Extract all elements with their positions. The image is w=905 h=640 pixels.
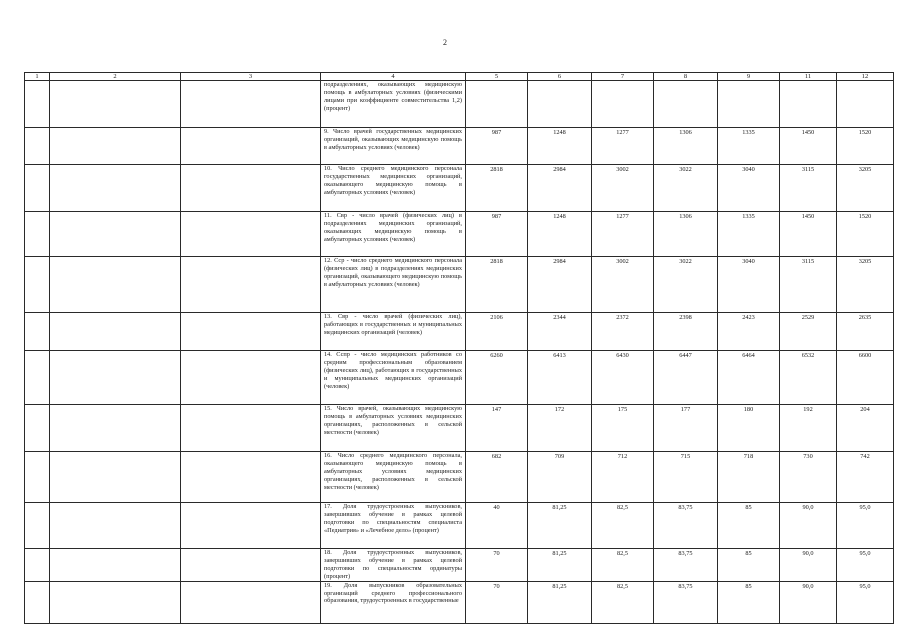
value-cell: 3040 bbox=[718, 257, 780, 313]
value-cell: 3002 bbox=[592, 257, 654, 313]
table-row bbox=[25, 81, 894, 128]
value-cell: 718 bbox=[718, 452, 780, 503]
empty-cell bbox=[25, 81, 50, 128]
empty-cell bbox=[25, 452, 50, 503]
empty-cell bbox=[25, 212, 50, 257]
indicator-cell: 14. Сспр - число медицинских работников со средним профессиональным образованием (физических лиц), работающих в государственных и муниципальных медицинских организаций (человек) bbox=[321, 351, 466, 405]
empty-cell bbox=[25, 405, 50, 452]
empty-cell bbox=[50, 212, 181, 257]
value-cell: 6260 bbox=[466, 351, 528, 405]
value-cell: 175 bbox=[592, 405, 654, 452]
value-cell: 1450 bbox=[780, 128, 837, 165]
value-cell: 180 bbox=[718, 405, 780, 452]
empty-cell bbox=[50, 81, 181, 128]
indicator-cell: 12. Сср - число среднего медицинского персонала (физических лиц) в подразделениях медицинских организаций, оказывающего медицинскую помощь в амбулаторных условиях (человек) bbox=[321, 257, 466, 313]
empty-cell bbox=[25, 313, 50, 351]
value-cell: 3205 bbox=[837, 257, 894, 313]
value-cell: 90,0 bbox=[780, 581, 837, 623]
col-header: 4 bbox=[321, 73, 466, 81]
value-cell: 1335 bbox=[718, 212, 780, 257]
empty-cell bbox=[50, 165, 181, 212]
value-cell: 6413 bbox=[528, 351, 592, 405]
indicator-cell: 18. Доля трудоустроенных выпускников, завершивших обучение в рамках целевой подготовки по специальностям ординатуры (процент) bbox=[321, 549, 466, 582]
table-row bbox=[25, 257, 894, 313]
value-cell: 2984 bbox=[528, 257, 592, 313]
empty-cell bbox=[50, 452, 181, 503]
value-cell: 82,5 bbox=[592, 549, 654, 582]
value-cell: 987 bbox=[466, 212, 528, 257]
table-row bbox=[25, 452, 894, 503]
empty-cell bbox=[181, 212, 321, 257]
value-cell: 6447 bbox=[654, 351, 718, 405]
empty-cell bbox=[50, 313, 181, 351]
empty-cell bbox=[181, 581, 321, 623]
indicators-table bbox=[24, 72, 894, 624]
value-cell: 85 bbox=[718, 503, 780, 549]
value-cell: 3022 bbox=[654, 165, 718, 212]
value-cell: 2984 bbox=[528, 165, 592, 212]
value-cell: 2423 bbox=[718, 313, 780, 351]
empty-cell bbox=[181, 503, 321, 549]
empty-cell bbox=[25, 128, 50, 165]
value-cell: 70 bbox=[466, 549, 528, 582]
value-cell: 712 bbox=[592, 452, 654, 503]
col-header: 5 bbox=[466, 73, 528, 81]
col-header: 6 bbox=[528, 73, 592, 81]
value-cell: 1520 bbox=[837, 212, 894, 257]
value-cell: 85 bbox=[718, 549, 780, 582]
indicator-cell: 10. Число среднего медицинского персонала государственных медицинских организаций, оказывающего медицинскую помощь в амбулаторных условиях (человек) bbox=[321, 165, 466, 212]
indicator-cell: подразделениях, оказывающих медицинскую помощь в амбулаторных условиях (физическими лицами при коэффициенте совместительства 1,2) (процент) bbox=[321, 81, 466, 128]
value-cell: 1248 bbox=[528, 212, 592, 257]
col-header: 7 bbox=[592, 73, 654, 81]
value-cell: 1277 bbox=[592, 212, 654, 257]
value-cell bbox=[837, 81, 894, 128]
empty-cell bbox=[25, 549, 50, 582]
empty-cell bbox=[181, 405, 321, 452]
table-row bbox=[25, 405, 894, 452]
col-header: 3 bbox=[181, 73, 321, 81]
empty-cell bbox=[25, 503, 50, 549]
value-cell: 3115 bbox=[780, 257, 837, 313]
value-cell bbox=[780, 81, 837, 128]
empty-cell bbox=[25, 581, 50, 623]
page-number: 2 bbox=[443, 38, 447, 47]
empty-cell bbox=[181, 128, 321, 165]
empty-cell bbox=[50, 351, 181, 405]
value-cell bbox=[654, 81, 718, 128]
col-header: 1 bbox=[25, 73, 50, 81]
value-cell: 172 bbox=[528, 405, 592, 452]
value-cell: 3205 bbox=[837, 165, 894, 212]
value-cell bbox=[466, 81, 528, 128]
value-cell bbox=[592, 81, 654, 128]
value-cell: 730 bbox=[780, 452, 837, 503]
value-cell: 715 bbox=[654, 452, 718, 503]
empty-cell bbox=[181, 549, 321, 582]
value-cell bbox=[718, 81, 780, 128]
col-header: 2 bbox=[50, 73, 181, 81]
empty-cell bbox=[50, 581, 181, 623]
empty-cell bbox=[25, 351, 50, 405]
empty-cell bbox=[181, 81, 321, 128]
value-cell: 95,0 bbox=[837, 549, 894, 582]
empty-cell bbox=[181, 313, 321, 351]
value-cell: 81,25 bbox=[528, 581, 592, 623]
empty-cell bbox=[181, 351, 321, 405]
value-cell: 1450 bbox=[780, 212, 837, 257]
empty-cell bbox=[50, 549, 181, 582]
value-cell: 2529 bbox=[780, 313, 837, 351]
empty-cell bbox=[50, 405, 181, 452]
value-cell: 90,0 bbox=[780, 503, 837, 549]
value-cell: 2372 bbox=[592, 313, 654, 351]
value-cell: 177 bbox=[654, 405, 718, 452]
value-cell: 90,0 bbox=[780, 549, 837, 582]
value-cell: 204 bbox=[837, 405, 894, 452]
col-header: 8 bbox=[654, 73, 718, 81]
value-cell: 1520 bbox=[837, 128, 894, 165]
value-cell: 709 bbox=[528, 452, 592, 503]
value-cell: 81,25 bbox=[528, 549, 592, 582]
value-cell: 1306 bbox=[654, 212, 718, 257]
value-cell: 85 bbox=[718, 581, 780, 623]
value-cell: 83,75 bbox=[654, 549, 718, 582]
table-row bbox=[25, 165, 894, 212]
empty-cell bbox=[25, 165, 50, 212]
col-header: 11 bbox=[780, 73, 837, 81]
empty-cell bbox=[25, 257, 50, 313]
col-header: 12 bbox=[837, 73, 894, 81]
table-row bbox=[25, 212, 894, 257]
value-cell: 95,0 bbox=[837, 581, 894, 623]
value-cell: 1277 bbox=[592, 128, 654, 165]
value-cell: 682 bbox=[466, 452, 528, 503]
empty-cell bbox=[181, 165, 321, 212]
value-cell: 2344 bbox=[528, 313, 592, 351]
indicator-cell: 15. Число врачей, оказывающих медицинскую помощь в амбулаторных условиях медицинских организациях, расположенных в сельской местности (человек) bbox=[321, 405, 466, 452]
indicator-cell: 9. Число врачей государственных медицинских организаций, оказывающих медицинскую помощь в амбулаторных условиях (человек) bbox=[321, 128, 466, 165]
value-cell: 987 bbox=[466, 128, 528, 165]
value-cell: 2398 bbox=[654, 313, 718, 351]
value-cell: 1306 bbox=[654, 128, 718, 165]
value-cell: 2106 bbox=[466, 313, 528, 351]
empty-cell bbox=[50, 128, 181, 165]
value-cell: 6430 bbox=[592, 351, 654, 405]
value-cell: 1248 bbox=[528, 128, 592, 165]
table-row bbox=[25, 549, 894, 582]
value-cell bbox=[528, 81, 592, 128]
table-row bbox=[25, 581, 894, 623]
empty-cell bbox=[181, 257, 321, 313]
value-cell: 3022 bbox=[654, 257, 718, 313]
col-header: 9 bbox=[718, 73, 780, 81]
empty-cell bbox=[50, 503, 181, 549]
indicator-cell: 11. Свр - число врачей (физических лиц) в подразделениях медицинских организаций, оказывающих медицинскую помощь в амбулаторных условиях (человек) bbox=[321, 212, 466, 257]
table-row bbox=[25, 503, 894, 549]
empty-cell bbox=[50, 257, 181, 313]
indicator-cell: 19. Доля выпускников образовательных организаций среднего профессионального образования, трудоустроенных в государственные bbox=[321, 581, 466, 623]
value-cell: 2635 bbox=[837, 313, 894, 351]
value-cell: 192 bbox=[780, 405, 837, 452]
header-row bbox=[25, 73, 894, 81]
value-cell: 147 bbox=[466, 405, 528, 452]
table-row bbox=[25, 313, 894, 351]
value-cell: 6464 bbox=[718, 351, 780, 405]
value-cell: 82,5 bbox=[592, 581, 654, 623]
indicator-cell: 17. Доля трудоустроенных выпускников, завершивших обучение в рамках целевой подготовки по специальностям специалиста «Педиатрия» и «Лечебное дело» (процент) bbox=[321, 503, 466, 549]
value-cell: 82,5 bbox=[592, 503, 654, 549]
value-cell: 83,75 bbox=[654, 581, 718, 623]
value-cell: 81,25 bbox=[528, 503, 592, 549]
value-cell: 3002 bbox=[592, 165, 654, 212]
value-cell: 40 bbox=[466, 503, 528, 549]
value-cell: 70 bbox=[466, 581, 528, 623]
empty-cell bbox=[181, 452, 321, 503]
indicator-cell: 16. Число среднего медицинского персонала, оказывающего медицинскую помощь в амбулаторных условиях медицинских организациях, расположенных в сельской местности (человек) bbox=[321, 452, 466, 503]
value-cell: 2818 bbox=[466, 165, 528, 212]
value-cell: 6600 bbox=[837, 351, 894, 405]
value-cell: 95,0 bbox=[837, 503, 894, 549]
value-cell: 1335 bbox=[718, 128, 780, 165]
table-row bbox=[25, 351, 894, 405]
value-cell: 83,75 bbox=[654, 503, 718, 549]
value-cell: 742 bbox=[837, 452, 894, 503]
table-row bbox=[25, 128, 894, 165]
value-cell: 6532 bbox=[780, 351, 837, 405]
value-cell: 3115 bbox=[780, 165, 837, 212]
value-cell: 2818 bbox=[466, 257, 528, 313]
indicator-cell: 13. Свр - число врачей (физических лиц), работающих в государственных и муниципальных медицинских организаций (человек) bbox=[321, 313, 466, 351]
value-cell: 3040 bbox=[718, 165, 780, 212]
